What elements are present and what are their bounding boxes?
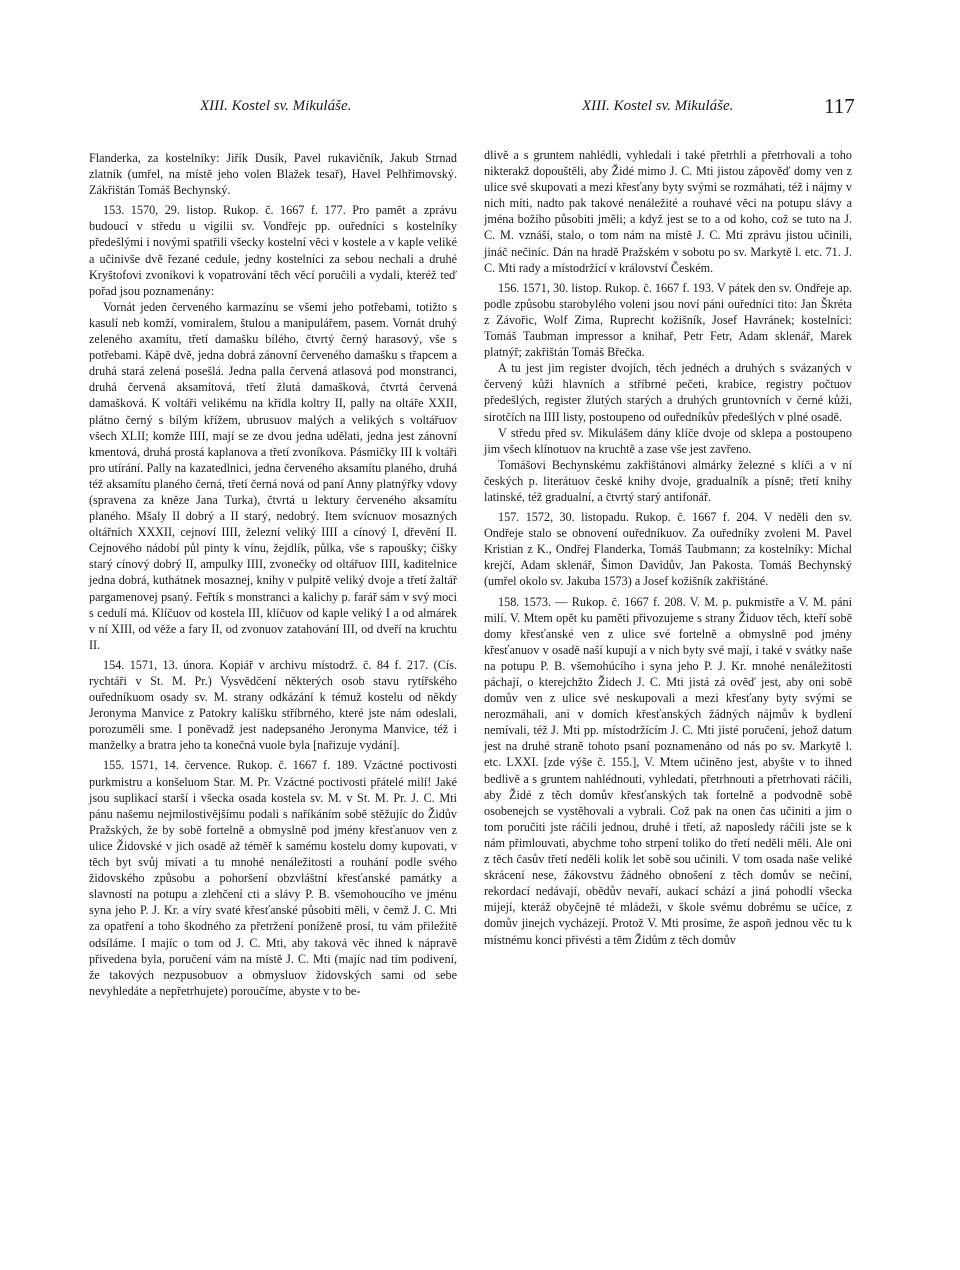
- paragraph-books: Tomášovi Bechynskému zakřištánovi almárky železné s klíči a v ní českých p. literátuov české knihy dvoje, gradualník a písně; třetí knihy latinské, též gradualní, a čtvrtý starý antifonář.: [484, 457, 852, 504]
- left-column: [89, 150, 457, 999]
- entry-154: 154. 1571, 13. února. Kopiář v archivu místodrž. č. 84 f. 217. (Cís. rychtáři v St. M. Pr.) Vysvědčení některých osob stavu rytířského ouředníkuom osady sv. M. strany odkázání k témuž kostelu od někdy Jeronyma Manvice z Patokry kalíšku stříbrného, které jste nám odeslali, porozuměli sme. I poněvadž jest nadepsaného Jeronyma Manvice, též i manželky a bratra jeho ta konečná vuole byla [nařizuje vydání].: [89, 657, 457, 753]
- paragraph-keys: V středu před sv. Mikulášem dány klíče dvoje od sklepa a postoupeno jim všech klínotuov na kruchtě a zase vše jest zavřeno.: [484, 425, 852, 456]
- right-column: [484, 147, 852, 948]
- running-head-left: XIII. Kostel sv. Mikuláše.: [200, 98, 352, 114]
- paragraph-continuation: Flanderka, za kostelníky: Jiřík Dusík, Pavel rukavičník, Jakub Strnad zlatník (umřel, na místě jeho volen Blažek tesař), Havel Pelhřimovský. Zákřištán Tomáš Bechynský.: [89, 151, 457, 198]
- entry-157: 157. 1572, 30. listopadu. Rukop. č. 1667 f. 204. V neděli den sv. Ondřeje stalo se obnovení ouředníkuov. Za ouředníky zvoleni M. Pavel Kristian z K., Ondřej Flanderka, Tomáš Taubmann; za kostelníky: Michal krejčí, Adam sklenář, Šimon Davidův, Jan Pakosta. Tomáš Bechynský (umřel okolo sv. Jakuba 1573) a Josef kožišník zakřištáné.: [484, 510, 852, 589]
- entry-156: 156. 1571, 30. listop. Rukop. č. 1667 f. 193. V pátek den sv. Ondřeje ap. podle způsobu starobylého voleni jsou noví páni ouředníci tito: Jan Škréta z Závořic, Wolf Zima, Ruprecht kožišník, Josef Havránek; kostelníci: Tomáš Taubman impressor a knihař, Petr Fetr, Adam sklenář, Marek platnýř; zakřištán Tomáš Břečka.: [484, 280, 852, 360]
- paragraph-inventory: Vornát jeden červeného karmazínu se všemi jeho potřebami, totižto s kasulí neb komží, vomiralem, štulou a manipulářem, pasem. Vornát druhý zeleného axamítu, třetí damašku bílého, čtvrtý černý harasový, vše s potřebami. Kápě dvě, jedna dobrá zánovní červeného damašku s třapcem a druhá stará zelená posešlá. Jedna palla červená atlasová pod monstranci, druhá červená aksamítová, třetí žlutá damašková, čtvrtá červená damašková. K voltáři velikému na křídla koltry II, pally na oltáře XXII, plátno černý s bílým křížem, ubrusuov malých a velikých s voltářuov všech XLII; komže IIII, mají se ze dvou jedna udělati, jedna jest zánovní kmentová, druhá prostá kaplanova a třetí zvoníkova. Pásmičky III k voltáři pro utírání. Pally na kazatedlnici, jedna červeného aksamítu planého, druhá též aksamítu planého černá, třetí černá nová od paní Anny platnýřky vdovy (spravena za kněze Jana Turka), čtvrtá u lektury červeného aksamítu planého. Mšaly II dobrý a II starý, nedobrý. Item svícnuov mosazných oltářních XXXII, cejnoví IIII, železní veliký IIII a cínový I, dřevění II. Cejnového nádobí půl pinty k vínu, žejdlík, půlka, vše s rapoušky; čišky starý cínový dobrý II, ampulky IIII, zvonečky od oltářuov IIII, kaditelnice jedna dobrá, kuthátnek mosaznej, knihy v pulpitě veliký dvoje a třetí žaltář pargamenovej psaný. Feřtík s monstranci a kalichy p. farář sám v svý moci s cedulí má. Klíčuov od kostela III, klíčuov od kaple veliký I a od almárek v ní XIII, od věže a fary II, od zvonuov zatahování III, od dveří na kruchtu II.: [89, 299, 457, 652]
- entry-153: 153. 1570, 29. listop. Rukop. č. 1667 f. 177. Pro pamět a zprávu budoucí v středu u vigilii sv. Vondřejc pp. ouředníci s kostelníky předešlými i novými spatřili všecky kostelní věci v kostele a v kaple veliké a učinivše dvě řezané cedule, jedny kostelníci za sebou nechali a druhé Kryštofovi zvoníkovi k vopatrování těch věcí poručili a vydali, kteréž teď pořad jsou poznamenány:: [89, 203, 457, 298]
- paragraph-continuation: dlivě a s gruntem nahlédli, vyhledali i také přetrhli a přetrhovali a toho nikterakž dopouštěli, aby Židé mimo J. C. Mti jistou zápověď domy ven z ulice své skupovati a mezi křesťany byty svými se rozmáhati, též i nájmy v nich míti, nadto pak takové nenáležité a rouhavé věci na potupu slávy a jména božího působiti jměli; a když jest se to a od koho, což se tuto na J. C. M. vznáší, stalo, o tom nám na místě J. C. Mti zprávu jistou učinili, jináč nečiníc. Dán na hradě Pražském v sobotu po sv. Markytě l. etc. 71. J. C. Mti rady a místodržící v království Českém.: [484, 148, 852, 275]
- paragraph-registers: A tu jest jim register dvojích, těch jednéch a druhých s svázaných v červený kůži hlavních a stříbrné pečeti, krabice, registry počtuov předešlých, register žlutých starých a druhých gruntovních v černé kůži, sirotčích na IIII listy, postoupeno od ouředníkův předešlých v plné osadě.: [484, 361, 852, 424]
- entry-158: 158. 1573. — Rukop. č. 1667 f. 208. V. M. p. pukmistře a V. M. páni milí. V. Mtem opět ku paměti přivozujeme s strany Židuov těch, kteří sobě domy křesťanské ven z ulice své fortelně a obmyslně pod jmény křesťanuov v osadě naší kupují a v nich byty své mají, i také v svátky naše na potupu P. B. všemohúcího i syna jeho P. J. Kr. mnohé nenáležitosti páchají, o kterejchžto Židech J. C. Mti jistá zá ověď jest, aby oni sobě domův ven z ulice své neskupovali a mezi křesťany byty svými se nerozmáhali, ani v domích křesťanských žádných nájmův k bydlení nemívali, též J. Mti pp. místodržícím J. C. Mti jisté poručení, jehož datum jest na druhé straně tohoto psaní poznamenáno od nás po sv. Markytě l. etc. LXXI. [zde výše č. 155.], V. Mtem učiněno jest, abyšte v to ihned bedlivě a s gruntem nahlédnouti, vyhledati, přetrhnouti a přetrhovati ráčili, aby Židé z těch domův křesťanských tak fortelně a podvodně sobě osobenejch se vystěhovali a vybrali. Což pak na onen čas učiniti a jim o tom poručiti jste ráčili jednou, druhé i třetí, až naposledy ráčili jste se k nám přimlouvati, abychme toho strpení toliko do třetí neděli měli. Ale oni z těch časův třetí neděli kolik let sobě sou učinili. V tom osada naše veliké skrácení nese, žákovstvu žádného obnošení z těch domův se nečiní, rekordací nedávají, obědův nevaří, aukací schází a jiná pohodlí všecka mijejí, kteráž obyčejně té mládeži, v škole svému dobrému se učíce, z domův jinejch vycházejí. Protož V. Mti prosíme, že aspoň jednou věc tu k místnému konci přivésti a těm Židům z těch domův: [484, 594, 852, 947]
- running-head-right: XIII. Kostel sv. Mikuláše.: [582, 98, 734, 114]
- page-number: 117: [824, 94, 855, 118]
- entry-155: 155. 1571, 14. července. Rukop. č. 1667 f. 189. Vzáctné poctivosti purkmistru a konšeluom Star. M. Pr. Vzáctné poctivosti přátelé milí! Jaké jsou suplikací starší i všecka osada kostela sv. M. v St. M. Pr. J. C. Mti pánu našemu nejmilostivějšímu podali s naříkáním sobě stěžujíc do Židův Pražských, že by sobě fortelně a obmyslně pod jmény křesťanuov ven z ulice Židovské v jich osadě až téměř k samému kostelu domy kupovati, v těch byt svůj mívati a tu mnohé nenáležitosti a rouhání podle svého židovského způsobu a pohoršení obzvláštní křesťanské památky a slavností na potupu a zlehčení cti a slávy P. B. všemohoucího ve jménu syna jeho P. J. Kr. a víry svaté křesťanské působiti měli, v čemž J. C. Mti za opatření a toho škodného za přetržení poníženě prosí, tu vám přiležitě odsíláme. I majíc o tom od J. C. Mti, aby taková věc ihned k nápravě přivedena byla, poručení vám na místě J. C. Mti (majíc nad tím podivení, že takových nezpusobuov a obmysluov židovských sami od sebe nevyhledáte a nepřetrhujete) poroučíme, abyste v to be-: [89, 758, 457, 998]
